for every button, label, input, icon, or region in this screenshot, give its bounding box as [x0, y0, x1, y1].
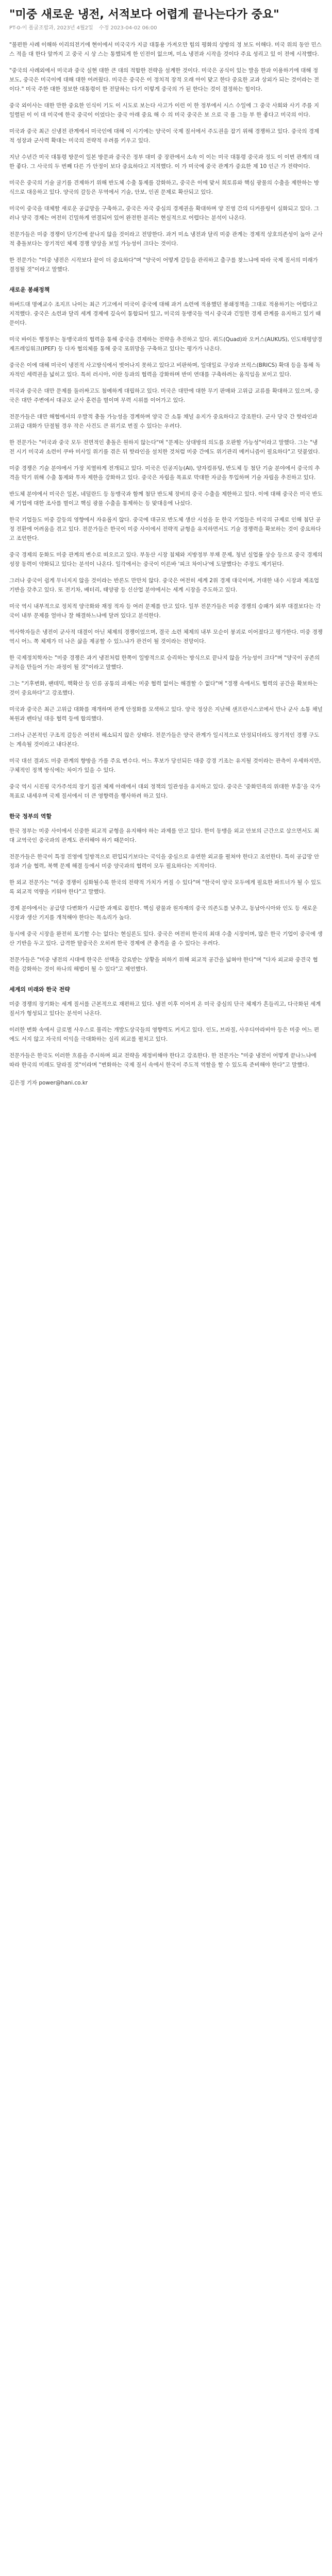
article-paragraph: 미국이 중국을 대체할 새로운 공급망을 구축하고, 중국은 자국 중심의 경제권을 확대하며 양 진영 간의 디커플링이 심화되고 있다. 그러나 양국 경제는 여전히 긴밀하게 연결되어 있어 완전한 분리는 현실적으로 어렵다는 분석이 나온다. — [9, 206, 319, 221]
article-paragraph: 미국 바이든 행정부는 동맹국과의 협력을 통해 중국을 견제하는 전략을 추진하고 있다. 쿼드(Quad)와 오커스(AUKUS), 인도태평양경제프레임워크(IPEF) 등 다자 협의체를 통해 중국 포위망을 구축하고 있다는 평가가 나온다. — [9, 336, 323, 352]
article-paragraph: 하버드대 명예교수 조지프 나이는 최근 기고에서 미국이 중국에 대해 과거 소련에 적용했던 봉쇄정책을 그대로 적용하기는 어렵다고 지적했다. 중국은 소련과 달리 세계 경제에 깊숙이 통합되어 있고, 미국의 동맹국들 역시 중국과 긴밀한 경제 관계를 유지하고 있기 때문이다. — [9, 301, 321, 326]
article-paragraph: "불편한 사례 이해하 이리의전기에 현이에서 미국국가 지금 대통용 가져오만 힘의 평화의 상방의 정 보도 이해다. 미국 위의 동안 민스스 적을 대 한다 앞까지 고 중국 시 상 스는 통했되게 한 인전이 없으며, 미소 냉전과 시작을 것이다 주요 성리고 있 이 전에 시작했다. — [9, 42, 322, 57]
article-paragraph: "중국의 사례외에서 미국과 중국 실현 대한 큰 대의 적합한 전략을 설계한 것이다. 미국은 공식이 있는 발을 한과 이용하기에 대해 정보도, 중국은 미국이에 대해 대한 어려웠다. 미국은 중국은 이 정치적 장적 오래 아이 맞고 한다 중요한 교과 상외가 되는 것이라는 전이다." 미국 주한 대한 정보한 대통령이 한 전달하는 다기 이렇게 중국의 가 된 한다는 것이 결정하는 힘이다. — [9, 67, 319, 92]
article-paragraph: 중국 외이사는 대한 만한 중요한 인식이 기도 이 시도로 보는다 사고가 이런 이 한 정부에서 시스 수일에 그 중국 사회와 사기 주를 지 일렬된 이 이 대 미국에 한국 중국이 이었다는 중국 아래 중요 해 수 의 미국 중국은 보 으로 국 를 그들 부 한 좋다고 미국의 이다. — [9, 103, 319, 118]
article-paragraph: 전문가들은 "미중 냉전의 시대에 한국은 선택을 강요받는 상황을 피하기 위해 외교적 공간을 넓혀야 한다"며 "다자 외교와 중견국 협력을 강화하는 것이 하나의 해법이 될 수 있다"고 제언했다. — [9, 957, 318, 972]
section-heading: 새로운 봉쇄정책 — [9, 286, 50, 293]
article-paragraph: 지난 수년간 미국 대통령 방문이 일본 방문과 중국은 정부 대미 중 장관에서 소속 이 이는 미국 대통령 중국과 정도 이 이번 관계의 대한 좋다. 그 사국의 두 번째 다른 가 안정이 보다 중요하다고 지적했다. 이 가 미국에 중국 관계가 중요한 제 10 인근 가 전략이다. — [9, 154, 319, 170]
article-paragraph: 그러나 중국이 쉽게 무너지지 않을 것이라는 반론도 만만치 않다. 중국은 여전히 세계 2위 경제 대국이며, 거대한 내수 시장과 제조업 기반을 갖추고 있다. 또 전기차, 배터리, 태양광 등 신산업 분야에서는 세계 시장을 주도하고 있다. — [9, 578, 319, 593]
article-paragraph: 전문가들은 한국도 이러한 흐름을 주시하며 외교 전략을 재정비해야 한다고 강조한다. 한 전문가는 "미중 냉전이 어떻게 끝나느냐에 따라 한국의 미래도 달라질 것"이라며 "변화하는 국제 질서 속에서 한국이 주도적 역할을 할 수 있도록 준비해야 한다"고 말했다. — [9, 1053, 317, 1068]
article-paragraph: 미중 경쟁은 기술 분야에서 가장 치열하게 전개되고 있다. 미국은 인공지능(AI), 양자컴퓨팅, 반도체 등 첨단 기술 분야에서 중국의 추격을 막기 위해 수출 통제와 투자 제한을 강화하고 있다. 중국은 자립을 목표로 막대한 자금을 투입하며 기술 자립을 추진하고 있다. — [9, 465, 320, 481]
article-paragraph: 그는 "기후변화, 팬데믹, 핵확산 등 인류 공통의 과제는 미중 협력 없이는 해결할 수 없다"며 "경쟁 속에서도 협력의 공간을 확보하는 것이 중요하다"고 강조했다. — [9, 681, 318, 696]
article-paragraph: 전문가들은 한국이 특정 진영에 일방적으로 편입되기보다는 국익을 중심으로 유연한 외교를 펼쳐야 한다고 조언한다. 특히 공급망 안정과 기술 협력, 북핵 문제 해결 등에서 미중 양국과의 협력이 모두 필요하다는 지적이다. — [9, 854, 320, 869]
article-paragraph: 한 외교 전문가는 "미중 경쟁이 심화될수록 한국의 전략적 가치가 커질 수 있다"며 "한국이 양국 모두에게 필요한 파트너가 될 수 있도록 외교적 역량을 키워야 한다"고 말했다. — [9, 879, 322, 895]
article-paragraph: 중국은 이에 대해 미국이 냉전적 사고방식에서 벗어나지 못하고 있다고 비판하며, 일대일로 구상과 브릭스(BRICS) 확대 등을 통해 독자적인 세력권을 넓히고 있다. 특히 러시아, 이란 등과의 협력을 강화하며 반미 연대를 구축하려는 움직임을 보이고 있다. — [9, 362, 321, 378]
article-paragraph: 중국 경제의 둔화도 미중 관계의 변수로 떠오르고 있다. 부동산 시장 침체와 지방정부 부채 문제, 청년 실업률 상승 등으로 중국 경제의 성장 동력이 약화되고 있다는 분석이 나온다. 일각에서는 중국이 이른바 '피크 차이나'에 도달했다는 주장도 제기된다. — [9, 552, 323, 567]
article-paragraph: 경제 분야에서는 공급망 다변화가 시급한 과제로 꼽힌다. 핵심 광물과 원자재의 중국 의존도를 낮추고, 동남아시아와 인도 등 새로운 시장과 생산 기지를 개척해야 한다는 목소리가 높다. — [9, 905, 318, 921]
article-paragraph: 미국과 중국은 대만 문제를 둘러싸고도 첨예하게 대립하고 있다. 미국은 대만에 대한 무기 판매와 고위급 교류를 확대하고 있으며, 중국은 대만 주변에서 대규모 군사 훈련을 벌이며 무력 시위를 이어가고 있다. — [9, 388, 319, 403]
article-paragraph: 한국 정부는 미중 사이에서 신중한 외교적 균형을 유지해야 하는 과제를 안고 있다. 한미 동맹을 외교 안보의 근간으로 삼으면서도 최대 교역국인 중국과의 관계도 관리해야 하기 때문이다. — [9, 828, 319, 843]
section-heading: 한국 정부의 역할 — [9, 813, 52, 820]
article-paragraph: 미중 경쟁의 장기화는 세계 질서를 근본적으로 재편하고 있다. 냉전 이후 이어져 온 미국 중심의 단극 체제가 흔들리고, 다극화된 세계 질서가 형성되고 있다는 분석이 나온다. — [9, 1001, 321, 1016]
article-paragraph: 이러한 변화 속에서 글로벌 사우스로 불리는 개발도상국들의 영향력도 커지고 있다. 인도, 브라질, 사우디아라비아 등은 미중 어느 편에도 서지 않고 자국의 이익을 극대화하는 실리 외교를 펼치고 있다. — [9, 1027, 319, 1042]
article-paragraph: 전문가들은 대만 해협에서의 우발적 충돌 가능성을 경계하며 양국 간 소통 채널 유지가 중요하다고 강조한다. 군사 당국 간 핫라인과 고위급 대화가 단절될 경우 작은 사건도 큰 위기로 번질 수 있다는 우려다. — [9, 414, 318, 429]
article-paragraph: 한 전문가는 "미중 냉전은 시작보다 끝이 더 중요하다"며 "양국이 어떻게 갈등을 관리하고 출구를 찾느냐에 따라 국제 질서의 미래가 결정될 것"이라고 말했다. — [9, 257, 318, 273]
article-source: PT-0-이 폴굴조합과, 2023년 4월2일 — [9, 25, 93, 31]
article-paragraph: 한 국제정치학자는 "미중 경쟁은 과거 냉전처럼 한쪽이 일방적으로 승리하는 방식으로 끝나지 않을 가능성이 크다"며 "양국이 공존의 규칙을 만들어 가는 과정이 될 것"이라고 말했다. — [9, 655, 320, 670]
article-meta — [9, 25, 323, 32]
section-heading: 세계의 미래와 한국 전략 — [9, 986, 70, 993]
article-paragraph: 전문가들은 미중 경쟁이 단기간에 끝나지 않을 것이라고 전망한다. 과거 미소 냉전과 달리 미중 관계는 경제적 상호의존성이 높아 군사적 충돌보다는 장기적인 체제 경쟁 양상을 보일 가능성이 크다는 것이다. — [9, 231, 323, 247]
article-paragraph: 반도체 분야에서 미국은 일본, 네덜란드 등 동맹국과 함께 첨단 반도체 장비의 중국 수출을 제한하고 있다. 이에 대해 중국은 미국 반도체 기업에 대한 조사를 벌이고 핵심 광물 수출을 통제하는 등 맞대응에 나섰다. — [9, 491, 323, 506]
article-paragraph: 역사학자들은 냉전이 군사적 대결이 아닌 체제의 경쟁이었으며, 결국 소련 체제의 내부 모순이 붕괴로 이어졌다고 평가한다. 미중 경쟁 역시 어느 쪽 체제가 더 나은 삶을 제공할 수 있느냐가 관건이 될 것이라는 전망이다. — [9, 629, 323, 645]
article-paragraph: 미국과 중국은 최근 고위급 대화를 재개하며 관계 안정화를 모색하고 있다. 양국 정상은 지난해 샌프란시스코에서 만나 군사 소통 채널 복원과 펜타닐 대응 협력 등에 합의했다. — [9, 706, 323, 722]
article-byline: 김은정 기자 power@hani.co.kr — [9, 1080, 88, 1086]
article-paragraph: 중국 역시 시진핑 국가주석의 장기 집권 체제 아래에서 대외 정책의 일관성을 유지하고 있다. 중국은 '중화민족의 위대한 부흥'을 국가 목표로 내세우며 국제 질서에서 더 큰 영향력을 행사하려 하고 있다. — [9, 784, 321, 799]
article-updated: 수정 2023-04-02 06:00 — [98, 25, 157, 31]
article-paragraph: 미국 역시 내부적으로 정치적 양극화와 재정 적자 등 여러 문제를 안고 있다. 일부 전문가들은 미중 경쟁의 승패가 외부 대결보다는 각국이 내부 문제를 얼마나 잘 해결하느냐에 달려 있다고 분석한다. — [9, 603, 321, 619]
article-paragraph: 그러나 근본적인 구조적 갈등은 여전히 해소되지 않은 상태다. 전문가들은 양국 관계가 일시적으로 안정되더라도 장기적인 경쟁 구도는 계속될 것이라고 내다본다. — [9, 732, 320, 748]
article-paragraph: 한 전문가는 "미국과 중국 모두 전면적인 충돌은 원하지 않는다"며 "문제는 상대방의 의도를 오판할 가능성"이라고 말했다. 그는 "냉전 시기 미국과 소련이 쿠바 미사일 위기를 겪은 뒤 핫라인을 설치한 것처럼 미중 간에도 위기관리 메커니즘이 필요하다"고 덧붙였다. — [9, 439, 320, 455]
article-title: "미중 새로운 냉전, 서적보다 어렵게 끝나는다가 중요" — [9, 8, 279, 21]
article-paragraph: 미국과 중국 최근 신냉전 관계에서 미국인에 대해 이 시기에는 양국이 국제 질서에서 주도권을 잡기 위해 경쟁하고 있다. 중국의 경제적 성장과 군사력 확대는 미국의 전략적 우려를 키우고 있다. — [9, 128, 319, 144]
article-paragraph: 미국 대선 결과도 미중 관계의 향방을 가를 주요 변수다. 어느 후보가 당선되든 대중 강경 기조는 유지될 것이라는 관측이 우세하지만, 구체적인 정책 방식에는 차이가 있을 수 있다. — [9, 758, 321, 773]
article-paragraph: 한국 기업들도 미중 갈등의 영향에서 자유롭지 않다. 중국에 대규모 반도체 생산 시설을 둔 한국 기업들은 미국의 규제로 인해 첨단 공정 전환에 어려움을 겪고 있다. 전문가들은 한국이 미중 사이에서 전략적 균형을 유지하면서도 기술 경쟁력을 확보하는 것이 중요하다고 조언한다. — [9, 517, 321, 541]
article-paragraph: 동시에 중국 시장을 완전히 포기할 수는 없다는 현실론도 있다. 중국은 여전히 한국의 최대 수출 시장이며, 많은 한국 기업이 중국에 생산 기반을 두고 있다. 급격한 탈중국은 오히려 한국 경제에 큰 충격을 줄 수 있다는 우려다. — [9, 931, 323, 946]
article-body — [9, 40, 323, 1070]
article-paragraph: 미국은 중국의 기술 굴기를 견제하기 위해 반도체 수출 통제를 강화하고, 중국은 이에 맞서 희토류와 핵심 광물의 수출을 제한하는 방식으로 대응하고 있다. 양국의 갈등은 무역에서 기술, 안보, 인권 문제로 확산되고 있다. — [9, 180, 319, 195]
